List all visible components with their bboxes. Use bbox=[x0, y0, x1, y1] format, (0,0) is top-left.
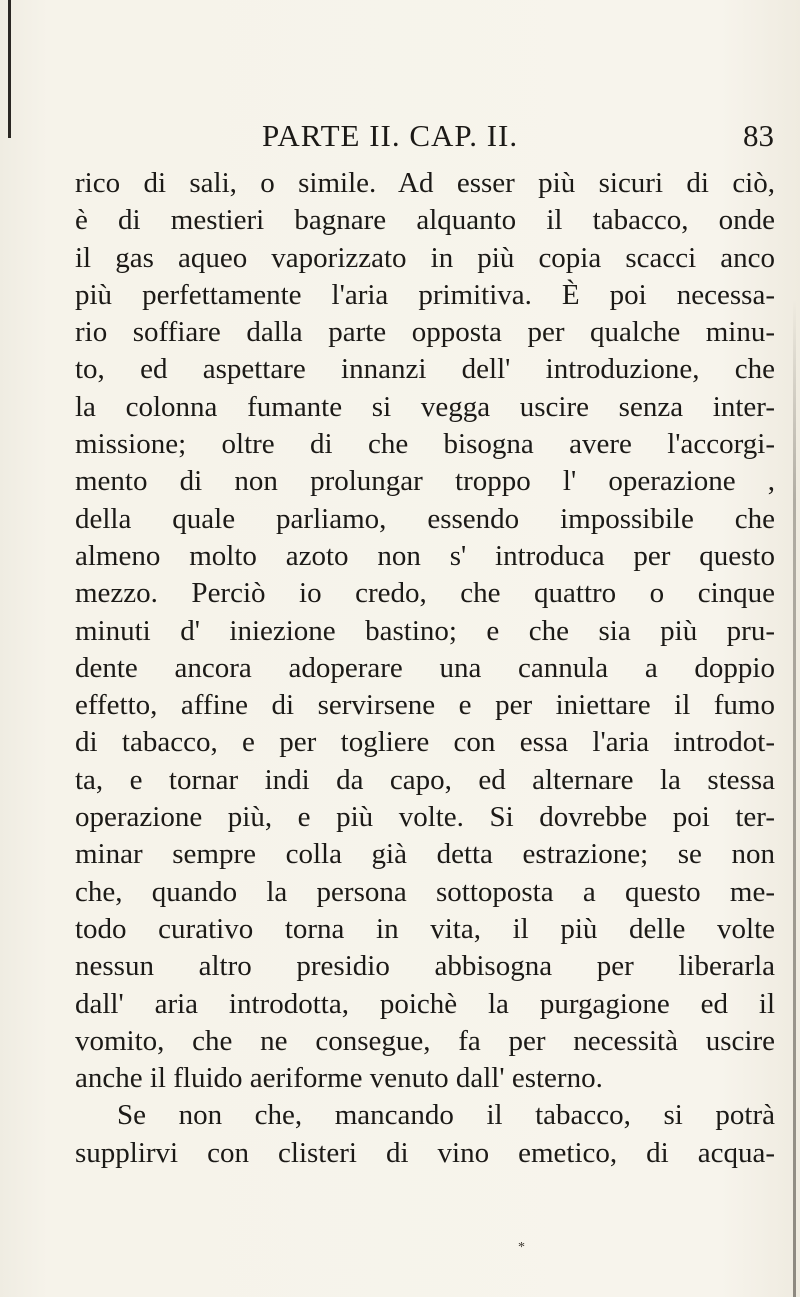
text-line: minuti d' iniezione bastino; e che sia più pru- bbox=[75, 614, 775, 647]
body-text bbox=[75, 165, 775, 1172]
page-number: 83 bbox=[743, 118, 774, 153]
text-line: rico di sali, o simile. Ad esser più sicuri di ciò, bbox=[75, 167, 775, 199]
text-line: vomito, che ne consegue, fa per necessità uscire bbox=[75, 1024, 775, 1057]
text-line: missione; oltre di che bisogna avere l'accorgi- bbox=[75, 428, 775, 461]
text-line: minar sempre colla già detta estrazione; se non bbox=[75, 838, 775, 871]
text-line: la colonna fumante si vegga uscire senza inter- bbox=[75, 390, 775, 423]
page-header bbox=[262, 118, 774, 158]
text-line: operazione più, e più volte. Si dovrebbe poi ter- bbox=[75, 801, 775, 834]
text-line: ta, e tornar indi da capo, ed alternare la stessa bbox=[75, 763, 775, 796]
text-line: anche il fluido aeriforme venuto dall' esterno. bbox=[75, 1062, 603, 1095]
text-line: mezzo. Perciò io credo, che quattro o cinque bbox=[75, 577, 775, 610]
text-line: effetto, affine di servirsene e per iniettare il fumo bbox=[75, 689, 775, 722]
text-line: è di mestieri bagnare alquanto il tabacco, onde bbox=[75, 204, 775, 237]
text-line: nessun altro presidio abbisogna per liberarla bbox=[75, 950, 775, 983]
text-line: todo curativo torna in vita, il più delle volte bbox=[75, 912, 775, 945]
text-line: rio soffiare dalla parte opposta per qualche minu- bbox=[75, 316, 775, 349]
text-line: mento di non prolungar troppo l' operazione , bbox=[75, 465, 775, 498]
text-line: almeno molto azoto non s' introduca per questo bbox=[75, 539, 775, 572]
text-line: to, ed aspettare innanzi dell' introduzione, che bbox=[75, 353, 775, 386]
page-gutter-right bbox=[793, 300, 796, 1297]
text-line: che, quando la persona sottoposta a questo me- bbox=[75, 875, 775, 908]
text-line: più perfettamente l'aria primitiva. È poi necessa- bbox=[75, 278, 775, 311]
text-line-paragraph-start: Se non che, mancando il tabacco, si potrà bbox=[117, 1099, 775, 1132]
text-line: dente ancora adoperare una cannula a doppio bbox=[75, 651, 775, 684]
running-head: PARTE II. CAP. II. bbox=[262, 118, 519, 153]
text-line: di tabacco, e per togliere con essa l'aria introdot- bbox=[75, 726, 775, 759]
text-line: dall' aria introdotta, poichè la purgagione ed il bbox=[75, 987, 775, 1020]
text-line: della quale parliamo, essendo impossibile che bbox=[75, 502, 775, 535]
page-gutter-left bbox=[8, 0, 11, 138]
text-line: il gas aqueo vaporizzato in più copia scacci anco bbox=[75, 241, 775, 274]
text-line: supplirvi con clisteri di vino emetico, di acqua- bbox=[75, 1136, 775, 1169]
signature-mark: * bbox=[518, 1240, 525, 1255]
